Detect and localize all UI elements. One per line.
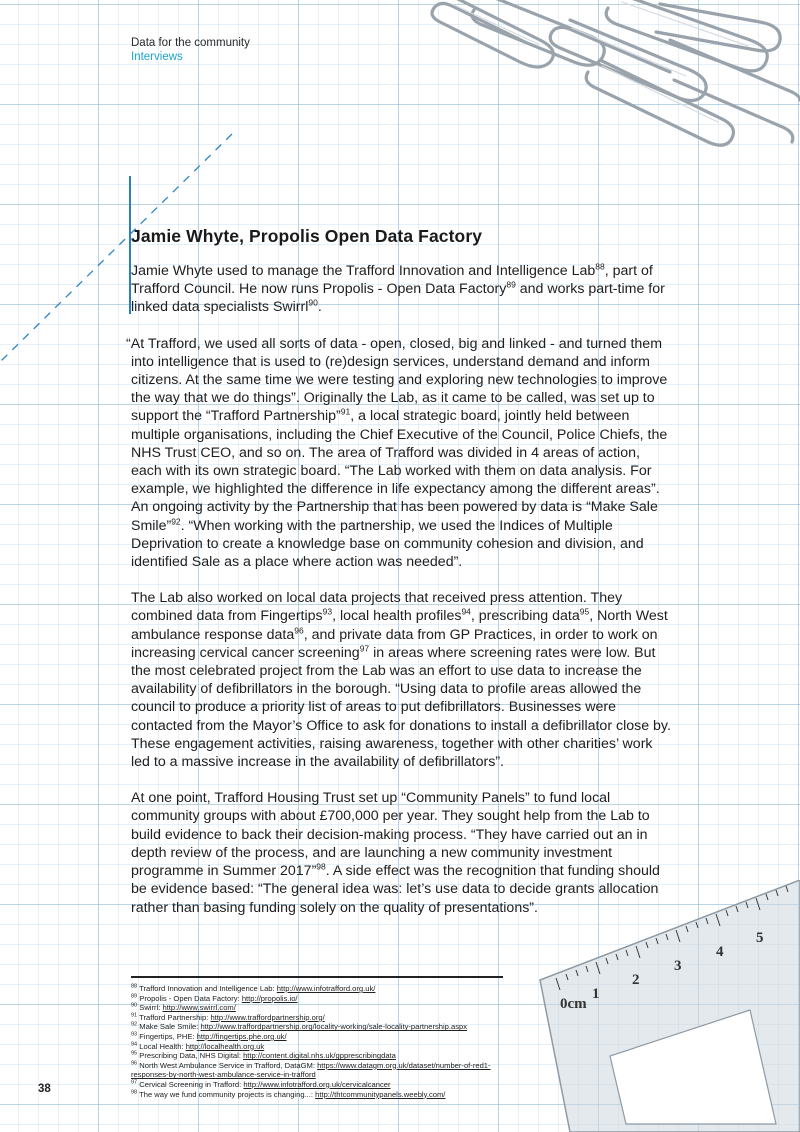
footnote-item: $^{93}$ Fingertips, PHE: http://fingertips.phe.org.uk/ [131,1031,287,1041]
header-section: Data for the community [131,37,250,49]
ruler-mark-1: 1 [592,986,600,1002]
footnote-link[interactable]: http://www.traffordpartnership.org/ [210,1012,325,1022]
footnote-item: $^{95}$ Prescribing Data, NHS Digital: http://content.digital.nhs.uk/gpprescribingdata [131,1050,396,1061]
footnote-divider [131,976,503,978]
body-paragraph: At one point, Trafford Housing Trust set up “Community Panels” to fund local community groups with about £700,000 per year. They sought help from the Lab to build evidence to back their decision-making process. “They have carried out an in depth review of the process, and are launching a new community investment programme in Summer 2017”$^{98}$. A side effect was the recognition that funding should be evidence based: “The general idea was: let’s use data to decide grants allocation rather than basing funding solely on the quality of presentations”. [131,790,660,916]
footnote-link[interactable]: http://content.digital.nhs.uk/gpprescribingdata [243,1051,396,1061]
footnote-ref: 97 [359,643,370,654]
footnote-ref: 93 [322,606,333,617]
footnote-item: $^{96}$ North West Ambulance Service in Trafford, DataGM: https://www.datagm.org.uk/dataset/number-of-red1-responses-by-north-west-ambulance-service-in-trafford [131,1060,491,1080]
header-subsection: Interviews [131,51,183,63]
footnote-item: $^{89}$ Propolis - Open Data Factory: http://propolis.io/ [131,993,298,1003]
footnote-link[interactable]: http://www.infotrafford.org.uk/cervicalcancer [243,1079,391,1089]
footnote-item: $^{91}$ Trafford Partnership: http://www.traffordpartnership.org/ [131,1012,325,1022]
footnote-ref: 96 [294,624,304,635]
footnote-ref: 91 [340,406,351,417]
footnote-ref: 94 [461,606,471,617]
footnote-link[interactable]: http://fingertips.phe.org.uk/ [196,1031,287,1041]
ruler-mark-2: 2 [632,972,640,988]
body-paragraph: The Lab also worked on local data projects that received press attention. They combined data from Fingertips$^{93}$, local health profiles$^{94}$, prescribing data$^{95}$, North West ambulance response data$^{96}$, and private data from GP Practices, in order to work on increasing cervical cancer screening$^{97}$ in areas where screening rates were low. But the most celebrated project from the Lab was an effort to use data to increase the availability of defibrillators in the borough. “Using data to profile areas allowed the council to produce a priority list of areas to put defibrillators. Businesses were contacted from the Mayor’s Office to ask for donations to install a defibrillator close by. These engagement activities, raising awareness, together with other charities’ work led to a massive increase in the availability of defibrillators”. [131,590,671,771]
footnote-link[interactable]: http://thtcommunitypanels.weebly.com/ [315,1089,446,1099]
article-body [126,261,671,935]
footnotes [131,984,511,1099]
footnote-link[interactable]: http://www.swirrl.com/ [162,1003,236,1013]
footnote-ref: 98 [316,861,326,872]
ruler-mark-5: 5 [756,930,764,946]
footnote-item: $^{94}$ Local Health: http://localhealth.org.uk [131,1041,265,1051]
footnote-item: $^{92}$ Make Sale Smile: http://www.traffordpartnership.org/locality-working/sale-locality-partnership.aspx [131,1021,468,1032]
ruler-mark-4: 4 [716,944,724,960]
footnote-ref: 88 [595,261,605,272]
running-header [131,36,250,64]
paperclips-decoration [420,0,800,150]
footnote-link[interactable]: https://www.datagm.org.uk/dataset/number-of-red1-responses-by-north-west-ambulance-service-in-trafford [131,1060,491,1080]
footnote-link[interactable]: http://www.infotrafford.org.uk/ [276,984,376,993]
quote-paragraph: “At Trafford, we used all sorts of data - open, closed, big and linked - and turned them into intelligence that is used to (re)design services, understand demand and inform citizens. At the same time we were testing and exploring new technologies to improve the way that we do things”. Originally the Lab, as it came to be called, was set up to support the “Trafford Partnership”$^{91}$, a local strategic board, jointly held between multiple organisations, including the Chief Executive of the Council, Police Chiefs, the NHS Trust CEO, and so on. The area of Trafford was divided in 4 areas of action, each with its own strategic board. “The Lab worked with them on data analysis. For example, we highlighted the difference in life expectancy among the different areas”. An ongoing activity by the Partnership that has been powered by data is “Make Sale Smile”$^{92}$. “When working with the partnership, we used the Indices of Multiple Deprivation to create a knowledge base on community cohesion and division, and identified Sale as a place where action was needed”. [126,335,668,571]
ruler-mark-0: 0cm [560,996,587,1012]
article-title: Jamie Whyte, Propolis Open Data Factory [131,226,483,246]
footnote-item: $^{97}$ Cervical Screening in Trafford: http://www.infotrafford.org.uk/cervicalcancer [131,1079,391,1089]
ruler-mark-3: 3 [674,958,682,974]
page-number: 38 [38,1083,51,1095]
footnote-link[interactable]: http://propolis.io/ [241,993,298,1003]
footnote-item: $^{90}$ Swirrl: http://www.swirrl.com/ [131,1002,236,1013]
footnote-item: $^{98}$ The way we fund community projects is changing...: http://thtcommunitypanels.weebly.com/ [131,1089,446,1099]
footnote-ref: 95 [579,606,590,617]
footnote-ref: 90 [308,297,318,308]
footnote-link[interactable]: http://www.traffordpartnership.org/locality-working/sale-locality-partnership.aspx [200,1022,468,1032]
footnote-item: $^{88}$ Trafford Innovation and Intelligence Lab: http://www.infotrafford.org.uk/ [131,983,376,993]
footnote-ref: 89 [506,279,516,290]
intro-paragraph: Jamie Whyte used to manage the Trafford Innovation and Intelligence Lab$^{88}$, part of Trafford Council. He now runs Propolis - Open Data Factory$^{89}$ and works part-time for linked data specialists Swirrl$^{90}$. [131,261,665,316]
footnote-link[interactable]: http://localhealth.org.uk [185,1041,265,1051]
footnote-ref: 92 [171,515,181,526]
